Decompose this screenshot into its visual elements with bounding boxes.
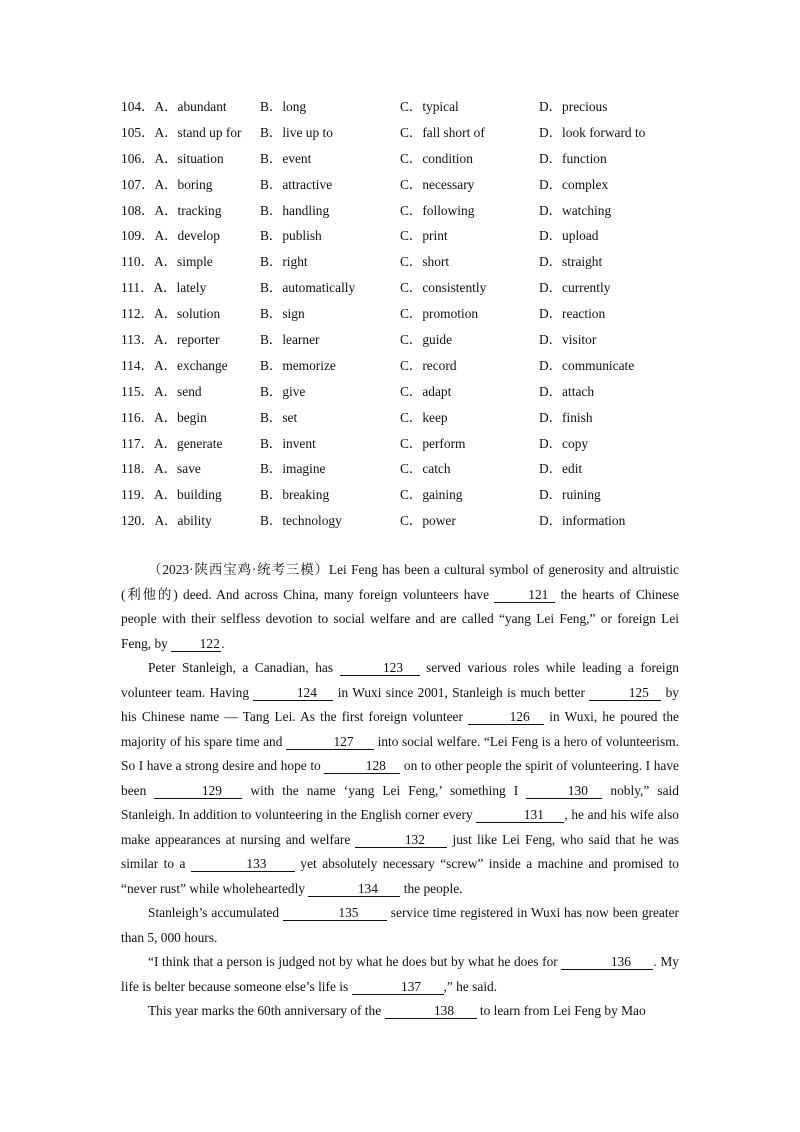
blank-135[interactable]: 135 bbox=[283, 905, 387, 921]
option-c[interactable]: C．adapt bbox=[400, 383, 452, 399]
option-question bbox=[121, 405, 207, 431]
option-a[interactable]: A．abundant bbox=[154, 99, 227, 114]
text: in Wuxi since 2001, Stanleigh is much better bbox=[333, 684, 590, 700]
option-b[interactable]: B．imagine bbox=[260, 461, 326, 477]
text: service time registered in Wuxi has now been greater than 5, 000 hours. bbox=[121, 905, 680, 945]
option-c[interactable]: C．keep bbox=[400, 409, 448, 425]
option-a[interactable]: A．develop bbox=[154, 228, 220, 244]
blank-124[interactable]: 124 bbox=[253, 685, 333, 701]
question-number: 104． bbox=[121, 99, 155, 114]
question-number: 118． bbox=[121, 461, 154, 477]
text: nobly,” said Stanleigh. In addition to volunteering in the English corner every bbox=[121, 782, 679, 822]
option-question bbox=[121, 508, 212, 534]
option-d[interactable]: D．reaction bbox=[539, 306, 606, 322]
text: the hearts of Chinese people with their selfless devotion to social welfare and are called “yang Lei Feng,” or foreign Lei Feng, by bbox=[121, 586, 679, 651]
option-a[interactable]: A．boring bbox=[154, 176, 213, 192]
option-row bbox=[121, 379, 721, 405]
option-b[interactable]: B．sign bbox=[260, 306, 305, 322]
option-a[interactable]: A．send bbox=[153, 383, 202, 399]
option-a[interactable]: A．begin bbox=[153, 409, 207, 425]
question-number: 114． bbox=[121, 357, 154, 373]
option-row bbox=[121, 431, 721, 457]
blank-123[interactable]: 123 bbox=[340, 660, 420, 676]
option-d[interactable]: D．finish bbox=[539, 409, 593, 425]
option-b[interactable]: B．give bbox=[260, 383, 306, 399]
option-b[interactable]: B．breaking bbox=[260, 487, 330, 503]
question-number: 106． bbox=[121, 150, 155, 166]
option-d[interactable]: D．ruining bbox=[539, 487, 601, 503]
blank-131[interactable]: 131 bbox=[476, 807, 564, 823]
option-d[interactable]: D．function bbox=[539, 150, 607, 166]
blank-138[interactable]: 138 bbox=[385, 1003, 477, 1019]
blank-121[interactable]: 121 bbox=[494, 587, 555, 603]
option-d[interactable]: D．currently bbox=[539, 280, 611, 296]
option-question bbox=[121, 223, 220, 249]
blank-125[interactable]: 125 bbox=[589, 685, 661, 701]
text: ,” he said. bbox=[443, 978, 498, 994]
text: on to other people the spirit of volunteering. I have been bbox=[121, 758, 679, 798]
text: . bbox=[221, 635, 225, 651]
question-number: 113． bbox=[121, 332, 154, 348]
option-a[interactable]: A．stand up for bbox=[154, 124, 242, 140]
option-question bbox=[121, 327, 219, 353]
option-question bbox=[121, 431, 222, 457]
option-d[interactable]: D．copy bbox=[539, 435, 589, 451]
option-b[interactable]: B．set bbox=[260, 409, 298, 425]
option-question bbox=[121, 146, 224, 172]
option-a[interactable]: A．situation bbox=[154, 150, 224, 166]
text: by his Chinese name — Tang Lei. As the first foreign volunteer bbox=[121, 684, 679, 724]
question-number: 109． bbox=[121, 228, 155, 244]
option-b[interactable]: B．live up to bbox=[260, 124, 333, 140]
option-row bbox=[121, 301, 721, 327]
option-row bbox=[121, 120, 721, 146]
option-a[interactable]: A．ability bbox=[154, 513, 212, 529]
blank-136[interactable]: 136 bbox=[561, 954, 653, 970]
option-row bbox=[121, 198, 721, 224]
option-c[interactable]: C．promotion bbox=[400, 306, 479, 322]
option-c[interactable]: C．consistently bbox=[400, 280, 487, 296]
option-a[interactable]: A．tracking bbox=[154, 202, 222, 218]
option-c[interactable]: C．necessary bbox=[400, 176, 475, 192]
option-a[interactable]: A．solution bbox=[153, 306, 221, 322]
option-c[interactable]: C．catch bbox=[400, 461, 451, 477]
option-row bbox=[121, 353, 721, 379]
option-d[interactable]: D．edit bbox=[539, 461, 583, 477]
option-c[interactable]: C．gaining bbox=[400, 487, 463, 503]
option-question bbox=[121, 120, 242, 146]
option-question bbox=[121, 275, 206, 301]
option-question bbox=[121, 353, 228, 379]
option-row bbox=[121, 405, 721, 431]
text: in Wuxi, he poured the majority of his spare time and bbox=[121, 709, 679, 749]
option-question bbox=[121, 482, 222, 508]
blank-126[interactable]: 126 bbox=[468, 709, 544, 725]
text: . My life is belter because someone else’s life is bbox=[121, 954, 679, 994]
text: Peter Stanleigh, a Canadian, has bbox=[148, 660, 340, 675]
text: yet absolutely necessary “screw” inside a machine and promised to “never rust” while wholeheartedly bbox=[121, 856, 679, 896]
option-row bbox=[121, 482, 721, 508]
option-d[interactable]: D．upload bbox=[539, 228, 599, 244]
option-question bbox=[121, 249, 213, 275]
question-number: 116． bbox=[121, 409, 154, 425]
text: to learn from Lei Feng by Mao bbox=[476, 1003, 646, 1018]
option-row bbox=[121, 223, 721, 249]
option-question bbox=[121, 456, 201, 482]
option-d[interactable]: D．watching bbox=[539, 202, 612, 218]
option-b[interactable]: B．learner bbox=[260, 332, 320, 348]
option-question bbox=[121, 94, 227, 120]
question-number: 108． bbox=[121, 202, 155, 218]
text: the people. bbox=[400, 880, 463, 896]
option-c[interactable]: C．condition bbox=[400, 150, 473, 166]
option-row bbox=[121, 249, 721, 275]
option-question bbox=[121, 301, 220, 327]
paragraph-3 bbox=[121, 901, 679, 950]
option-d[interactable]: D．visitor bbox=[539, 332, 597, 348]
text: into social welfare. “Lei Feng is a hero of volunteerism. So I have a strong desire and hope to bbox=[121, 733, 680, 773]
question-number: 120． bbox=[121, 513, 155, 529]
option-b[interactable]: B．handling bbox=[260, 202, 330, 218]
option-b[interactable]: B．invent bbox=[260, 435, 316, 451]
option-row bbox=[121, 508, 721, 534]
option-a[interactable]: A．generate bbox=[153, 435, 223, 451]
question-number: 111． bbox=[121, 280, 154, 296]
question-number: 105． bbox=[121, 124, 155, 140]
paragraph-5 bbox=[121, 999, 679, 1024]
text: “I think that a person is judged not by what he does but by what he does for bbox=[148, 954, 562, 969]
option-c[interactable]: C．record bbox=[400, 357, 457, 373]
option-b[interactable]: B．publish bbox=[260, 228, 322, 244]
option-a[interactable]: A．save bbox=[153, 461, 201, 477]
option-d[interactable]: D．complex bbox=[539, 176, 609, 192]
paragraph-1 bbox=[121, 558, 679, 656]
question-number: 107． bbox=[121, 176, 155, 192]
option-b[interactable]: B．technology bbox=[260, 513, 342, 529]
option-c[interactable]: C．perform bbox=[400, 435, 466, 451]
option-c[interactable]: C．short bbox=[400, 254, 450, 270]
option-b[interactable]: B．event bbox=[260, 150, 312, 166]
blank-127[interactable]: 127 bbox=[286, 734, 374, 750]
option-c[interactable]: C．following bbox=[400, 202, 475, 218]
question-number: 119． bbox=[121, 487, 154, 503]
options-list bbox=[121, 94, 721, 534]
option-row bbox=[121, 327, 721, 353]
option-a[interactable]: A．exchange bbox=[153, 357, 228, 373]
option-d[interactable]: D．communicate bbox=[539, 357, 635, 373]
option-question bbox=[121, 172, 213, 198]
text: （2023·陕西宝鸡·统考三模）Lei Feng has been a cultural symbol of generosity and altruistic (利他的) deed. And across China, many foreign volunteers have bbox=[121, 562, 679, 602]
option-row bbox=[121, 275, 721, 301]
question-number: 115． bbox=[121, 383, 154, 399]
option-b[interactable]: B．automatically bbox=[260, 280, 356, 296]
option-row bbox=[121, 456, 721, 482]
text: just like Lei Feng, who said that he was similar to a bbox=[121, 831, 679, 871]
question-number: 117． bbox=[121, 435, 154, 451]
option-d[interactable]: D．look forward to bbox=[539, 124, 646, 140]
option-row bbox=[121, 172, 721, 198]
option-d[interactable]: D．information bbox=[539, 513, 626, 529]
option-d[interactable]: D．straight bbox=[539, 254, 603, 270]
option-b[interactable]: B．attractive bbox=[260, 176, 333, 192]
option-c[interactable]: C．typical bbox=[400, 99, 459, 114]
text: Stanleigh’s accumulated bbox=[148, 905, 283, 920]
blank-129[interactable]: 129 bbox=[154, 783, 242, 799]
option-question bbox=[121, 198, 221, 224]
blank-122[interactable]: 122 bbox=[171, 636, 221, 652]
option-a[interactable]: A．lately bbox=[153, 280, 207, 296]
option-question bbox=[121, 379, 202, 405]
blank-132[interactable]: 132 bbox=[355, 832, 447, 848]
cloze-passage bbox=[121, 558, 679, 1024]
blank-130[interactable]: 130 bbox=[526, 783, 602, 799]
text: with the name ‘yang Lei Feng,’ something I bbox=[242, 782, 527, 798]
blank-134[interactable]: 134 bbox=[308, 881, 400, 897]
text: , he and his wife also make appearances at nursing and welfare bbox=[121, 807, 679, 847]
text: served various roles while leading a foreign volunteer team. Having bbox=[121, 660, 679, 700]
option-c[interactable]: C．fall short of bbox=[400, 124, 485, 140]
option-a[interactable]: A．reporter bbox=[153, 332, 220, 348]
option-c[interactable]: C．power bbox=[400, 513, 456, 529]
option-b[interactable]: B．long bbox=[260, 99, 307, 114]
blank-137[interactable]: 137 bbox=[352, 979, 444, 995]
text: This year marks the 60th anniversary of the bbox=[148, 1003, 385, 1018]
paragraph-2 bbox=[121, 656, 679, 901]
option-d[interactable]: D．attach bbox=[539, 383, 595, 399]
question-number: 112． bbox=[121, 306, 154, 322]
blank-133[interactable]: 133 bbox=[191, 856, 295, 872]
option-c[interactable]: C．guide bbox=[400, 332, 453, 348]
option-a[interactable]: A．building bbox=[153, 487, 222, 503]
option-row bbox=[121, 94, 721, 120]
option-b[interactable]: B．memorize bbox=[260, 357, 336, 373]
option-row bbox=[121, 146, 721, 172]
option-a[interactable]: A．simple bbox=[153, 254, 213, 270]
question-number: 110． bbox=[121, 254, 154, 270]
paragraph-4 bbox=[121, 950, 679, 999]
blank-128[interactable]: 128 bbox=[324, 758, 400, 774]
option-d[interactable]: D．precious bbox=[539, 99, 608, 114]
option-c[interactable]: C．print bbox=[400, 228, 448, 244]
option-b[interactable]: B．right bbox=[260, 254, 308, 270]
